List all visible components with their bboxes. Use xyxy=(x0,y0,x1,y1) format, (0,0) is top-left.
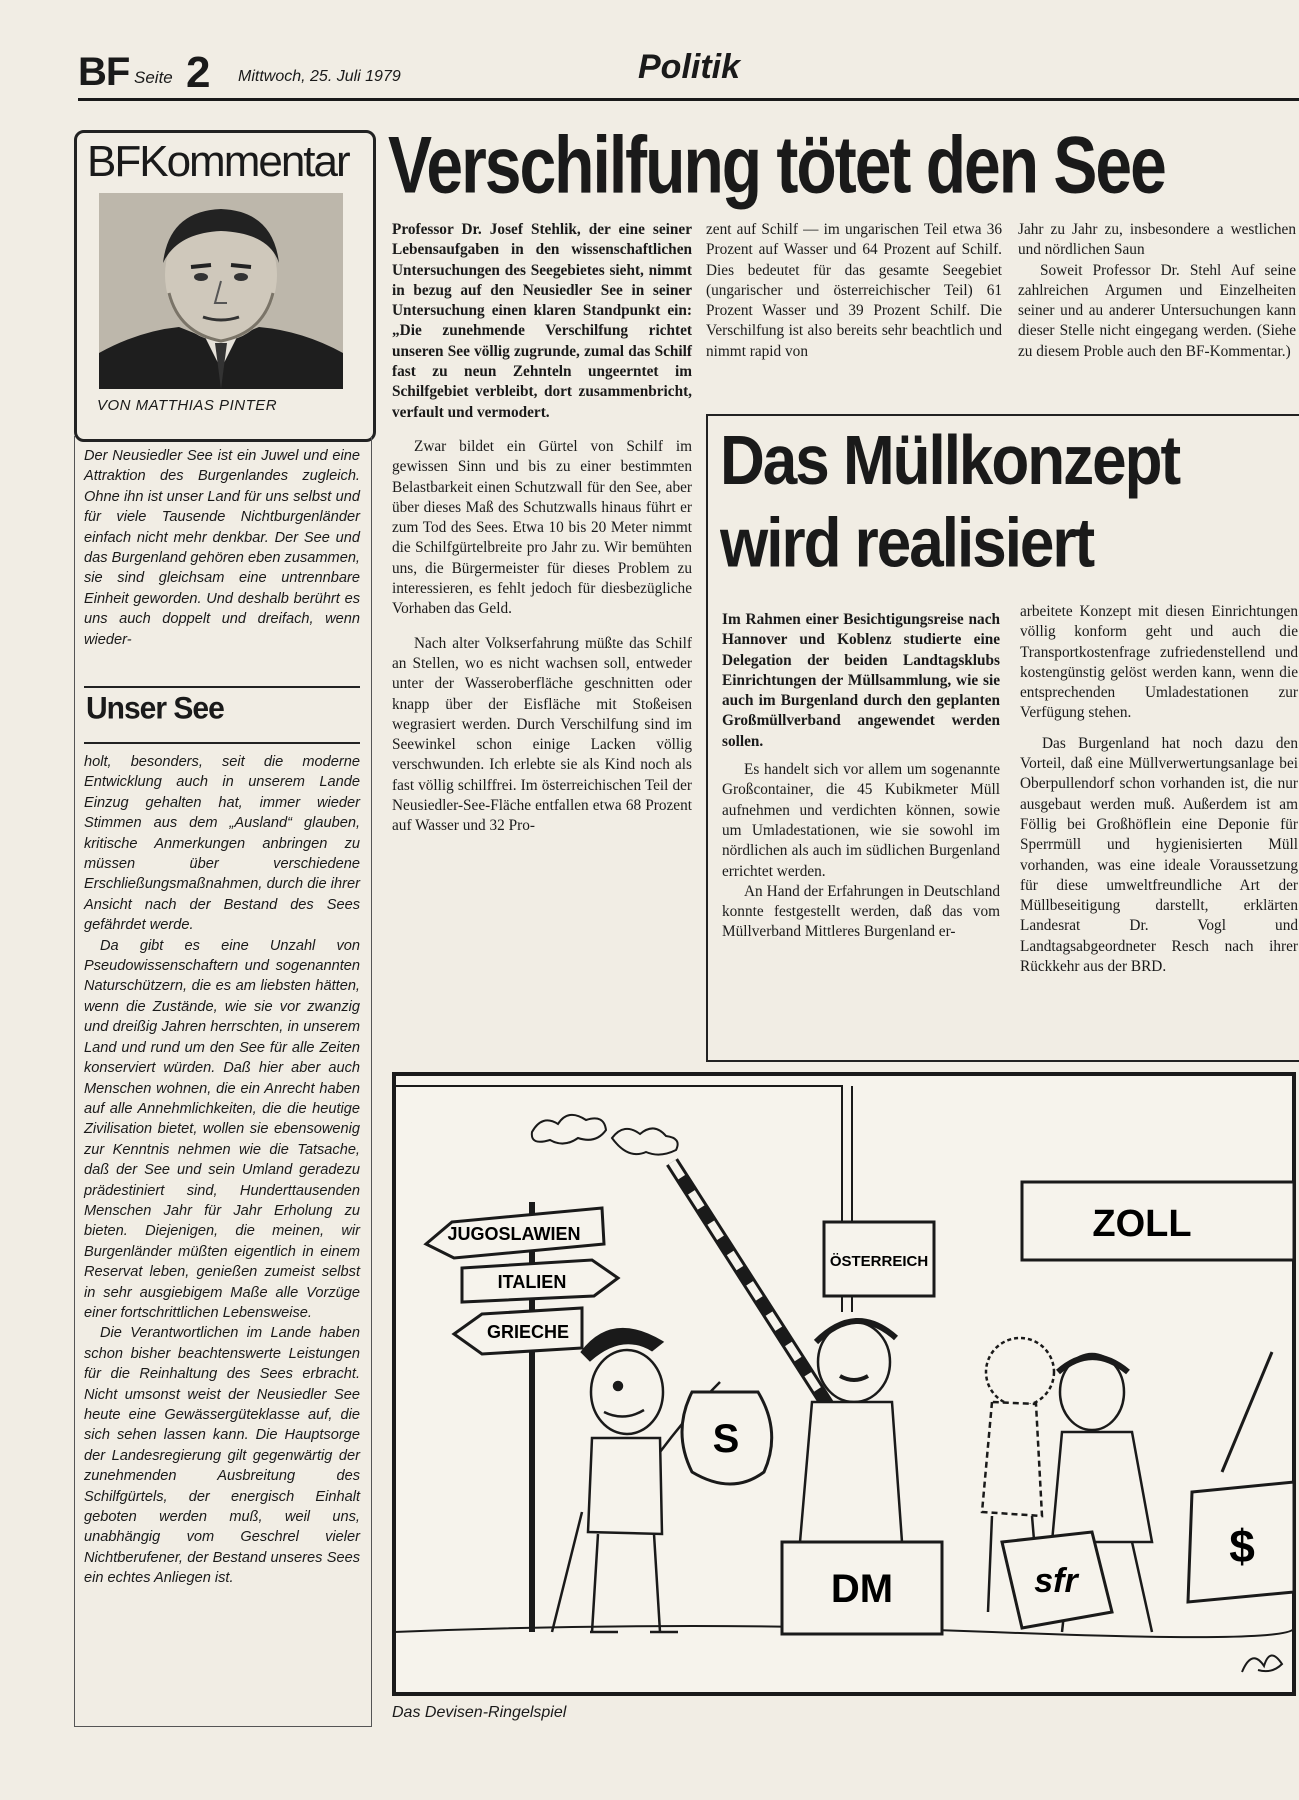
article2-column-1 xyxy=(722,610,1000,943)
section-title: Politik xyxy=(638,48,741,86)
article1-column-2 xyxy=(706,220,1002,362)
sign-griechenland-text: GRIECHE xyxy=(486,1322,570,1342)
suitcase-dm xyxy=(782,1542,942,1634)
waste-headline xyxy=(720,420,1299,586)
page-number: 2 xyxy=(186,48,211,97)
author-portrait xyxy=(99,193,343,389)
suitcase-sfr-label: sfr xyxy=(1034,1562,1078,1600)
article2-paragraph: arbeitete Konzept mit diesen Einrichtungen völlig konform geht und auch die Transportkostenfrage zufriedenstellend und kostengünstig gelöst werden kann, wenn die entsprechenden Umladestationen zur Verfügung stehen. xyxy=(1020,603,1298,722)
article1-lead: Professor Dr. Josef Stehlik, der eine seiner Lebensaufgaben in den wissenschaftlichen Untersuchungen des Seegebietes sieht, nimmt in bezug auf den Neusiedler See in seiner Untersuchung einen klaren Standpunkt ein: „Die zunehmende Verschilfung richtet unseren See völlig zugrunde, zumal das Schilf fast zu neun Zehnteln ungeerntet im Schilfgebiet verbleibt, dort zusammenbricht, verfault und vermodert. xyxy=(392,221,692,421)
article1-paragraph: Nach alter Volkserfahrung müßte das Schilf an Stellen, wo es nicht wachsen soll, entweder unter der Wasseroberfläche geschnitten oder knapp über der Eisfläche mit Stoßeisen wegrasiert werden. Durch Verschilfung sind im Seewinkel schon einige Lacken völlig verschwunden. Ich erlebte sie als Kind noch als fast völlig schilffrei. Im österreichischen Teil der Neusiedler-See-Fläche entfallen etwa 68 Prozent auf Wasser und 32 Pro- xyxy=(392,634,692,835)
article1-paragraph: zent auf Schilf — im ungarischen Teil etwa 36 Prozent auf Wasser und 64 Prozent auf Schilf. Dies bedeutet für das gesamte Seegebiet (ungarischer und österreichischer Teil) 61 Prozent Wasser und 39 Prozent Schilf. Die Verschilfung ist also bereits sehr beachtlich und nimmt rapid von xyxy=(706,221,1002,360)
suitcase-sfr xyxy=(1002,1532,1112,1628)
article2-paragraph: Das Burgenland hat noch dazu den Vorteil, daß eine Müllverwertungsanlage bei Oberpullendorf schon vorhanden ist, die nur ausgebaut werden muß. Außerdem ist am Föllig bei Großhöflein eine Deponie für Sperrmüll und hygienisierten Müll vorhanden, was eine ideale Voraussetzung für diese umweltfreundliche Art der Müllbeseitigung darstellt, erklärten Landesrat Dr. Vogl und Landtagsabgeordneter Resch nach ihrer Rückkehr aus der BRD. xyxy=(1020,734,1298,976)
sign-zoll xyxy=(1022,1182,1294,1260)
sign-italien-text: ITALIEN xyxy=(497,1272,567,1292)
money-bag-label: S xyxy=(712,1417,740,1461)
article1-paragraph: Zwar bildet ein Gürtel von Schilf im gewissen Sinn und bis zu einer bestimmten Belastbarkeit einen Schutzwall für den See, aber über dieses Maß des Schutzwalls hinaus führt er zum Tod des Sees. Etwa 10 bis 20 Meter nimmt die Schilfgürtelbreite pro Jahr zu. Wir bemühten uns, die Bürgermeister für dieses Problem zu interessieren, es fehlt jedoch für diesbezügliche Vorhaben das Geld. xyxy=(392,437,692,618)
sign-zoll-text: ZOLL xyxy=(1092,1203,1192,1245)
waste-headline-line-2: wird realisiert xyxy=(720,505,1094,583)
article2-column-2 xyxy=(1020,602,1298,977)
article1-column-1 xyxy=(392,220,692,837)
header-rule xyxy=(78,98,1299,101)
commentary-body xyxy=(84,752,360,1712)
article2-paragraph: An Hand der Erfahrungen in Deutschland konnte festgestellt werden, daß das vom Müllverband Mittleres Burgenland er- xyxy=(722,882,1000,941)
sign-oesterreich xyxy=(824,1222,934,1296)
subhead-rule-top xyxy=(84,686,360,688)
commentary-paragraph: holt, besonders, seit die moderne Entwicklung auch in unserem Lande Einzug gehalten hat, immer wieder Stimmen aus dem „Ausland“ glauben, kritische Anmerkungen anbringen zu müssen über verschiedene Erschließungsmaßnahmen, durch die ihrer Ansicht nach der Bestand des Sees gefährdet werde. xyxy=(84,754,360,934)
page-header xyxy=(78,46,1298,98)
waste-headline-line-1: Das Müllkonzept xyxy=(720,422,1180,500)
page-label: Seite xyxy=(134,68,173,87)
commentary-title-logo: BF xyxy=(87,137,140,186)
article2-paragraph: Es handelt sich vor allem um sogenannte Großcontainer, die 45 Kubikmeter Müll aufnehmen und verdichten können, sowie um Umladestationen, wie sie sowohl im nördlichen als auch im südlichen Burgenland errichtet werden. xyxy=(722,761,1000,880)
commentary-title xyxy=(87,137,349,187)
subhead-rule-bottom xyxy=(84,742,360,744)
suitcase-dollar xyxy=(1188,1482,1294,1602)
article1-paragraph: Jahr zu Jahr zu, insbesondere a westlichen und nördlichen Saun xyxy=(1018,221,1296,259)
article2-lead: Im Rahmen einer Besichtigungsreise nach Hannover und Koblenz studierte eine Delegation der beiden Landtagsklubs Einrichtungen der Müllsammlung, wie sie auch im Burgenland durch den geplanten Großmüllverband angewendet werden sollen. xyxy=(722,611,1000,750)
commentary-title-text: Kommentar xyxy=(139,137,349,186)
commentary-intro-text: Der Neusiedler See ist ein Juwel und eine Attraktion des Burgenlandes zugleich. Ohne ihn ist unser Land für uns selbst und für viele Tausende Nichtburgenländer einfach nicht mehr denkbar. Der See und das Burgenland gehören eben zusammen, sie sind gleichsam eine untrennbare Einheit geworden. Und deshalb berührt es uns auch doppelt und dreifach, wenn wieder- xyxy=(84,448,360,648)
commentary-box xyxy=(74,130,376,442)
article1-column-3 xyxy=(1018,220,1296,362)
main-headline: Verschilfung tötet den See xyxy=(388,119,1165,210)
commentary-paragraph: Da gibt es eine Unzahl von Pseudowissenschaftern und sogenannten Naturschützern, die es am liebsten hätten, wenn die Zustände, wie sie vor zwanzig und dreißig Jahren herrschten, in unserem Land und rund um den See für alle Zeiten konserviert würden. Daß hier aber auch Menschen wohnen, die ein Anrecht haben auf alle Annehmlichkeiten, die die heutige Zivilisation bietet, wollen sie ebensowenig zur Kenntnis nehmen wie die Tatsache, daß der See und sein Umland geradezu prädestiniert sind, Hunderttausenden Menschen Jahr für Jahr Erholung zu bieten. Diejenigen, die meinen, wir Burgenländer müßten eigentlich in einem Reservat leben, genießen zumeist selbst in sehr ausgiebigem Maße alle Vorzüge einer fortschrittlichen Lebensweise. xyxy=(84,937,360,1321)
cartoon-caption: Das Devisen-Ringelspiel xyxy=(392,1704,567,1721)
issue-date: Mittwoch, 25. Juli 1979 xyxy=(238,68,401,85)
commentary-subhead: Unser See xyxy=(86,691,224,726)
sign-oesterreich-text: ÖSTERREICH xyxy=(829,1253,929,1270)
article1-paragraph: Soweit Professor Dr. Stehl Auf seine zahlreichen Argumen und Einzelheiten seiner und au anderer Untersuchungen kann dieser Stelle nicht eingegang werden. (Siehe zu diesem Proble auch den BF-Kommentar.) xyxy=(1018,261,1296,360)
commentary-paragraph: Die Verantwortlichen im Lande haben schon bisher beachtenswerte Leistungen für die Reinhaltung des Sees erbracht. Nicht umsonst weist der Neusiedler See heute eine Gewässergüteklasse auf, die sich sehen lassen kann. Die Hauptsorge der Landesregierung gilt gegenwärtig der zunehmenden Ausbreitung des Schilfgürtels, der energisch Einhalt geboten werden muß, weil uns, unabhängig vom Geschrel vieler Nichtberufener, der Bestand unseres Sees ein echtes Anliegen ist. xyxy=(84,1325,360,1587)
masthead-logo: BF xyxy=(78,50,130,94)
suitcase-dollar-label: $ xyxy=(1229,1520,1255,1572)
money-bag-icon xyxy=(682,1392,772,1484)
signpost-italien xyxy=(462,1260,618,1302)
commentary-intro xyxy=(84,446,360,676)
sign-jugoslawien-text: JUGOSLAWIEN xyxy=(447,1224,581,1244)
commentary-author: VON MATTHIAS PINTER xyxy=(97,397,278,414)
cartoon-illustration xyxy=(392,1072,1296,1696)
suitcase-dm-label: DM xyxy=(830,1567,894,1611)
